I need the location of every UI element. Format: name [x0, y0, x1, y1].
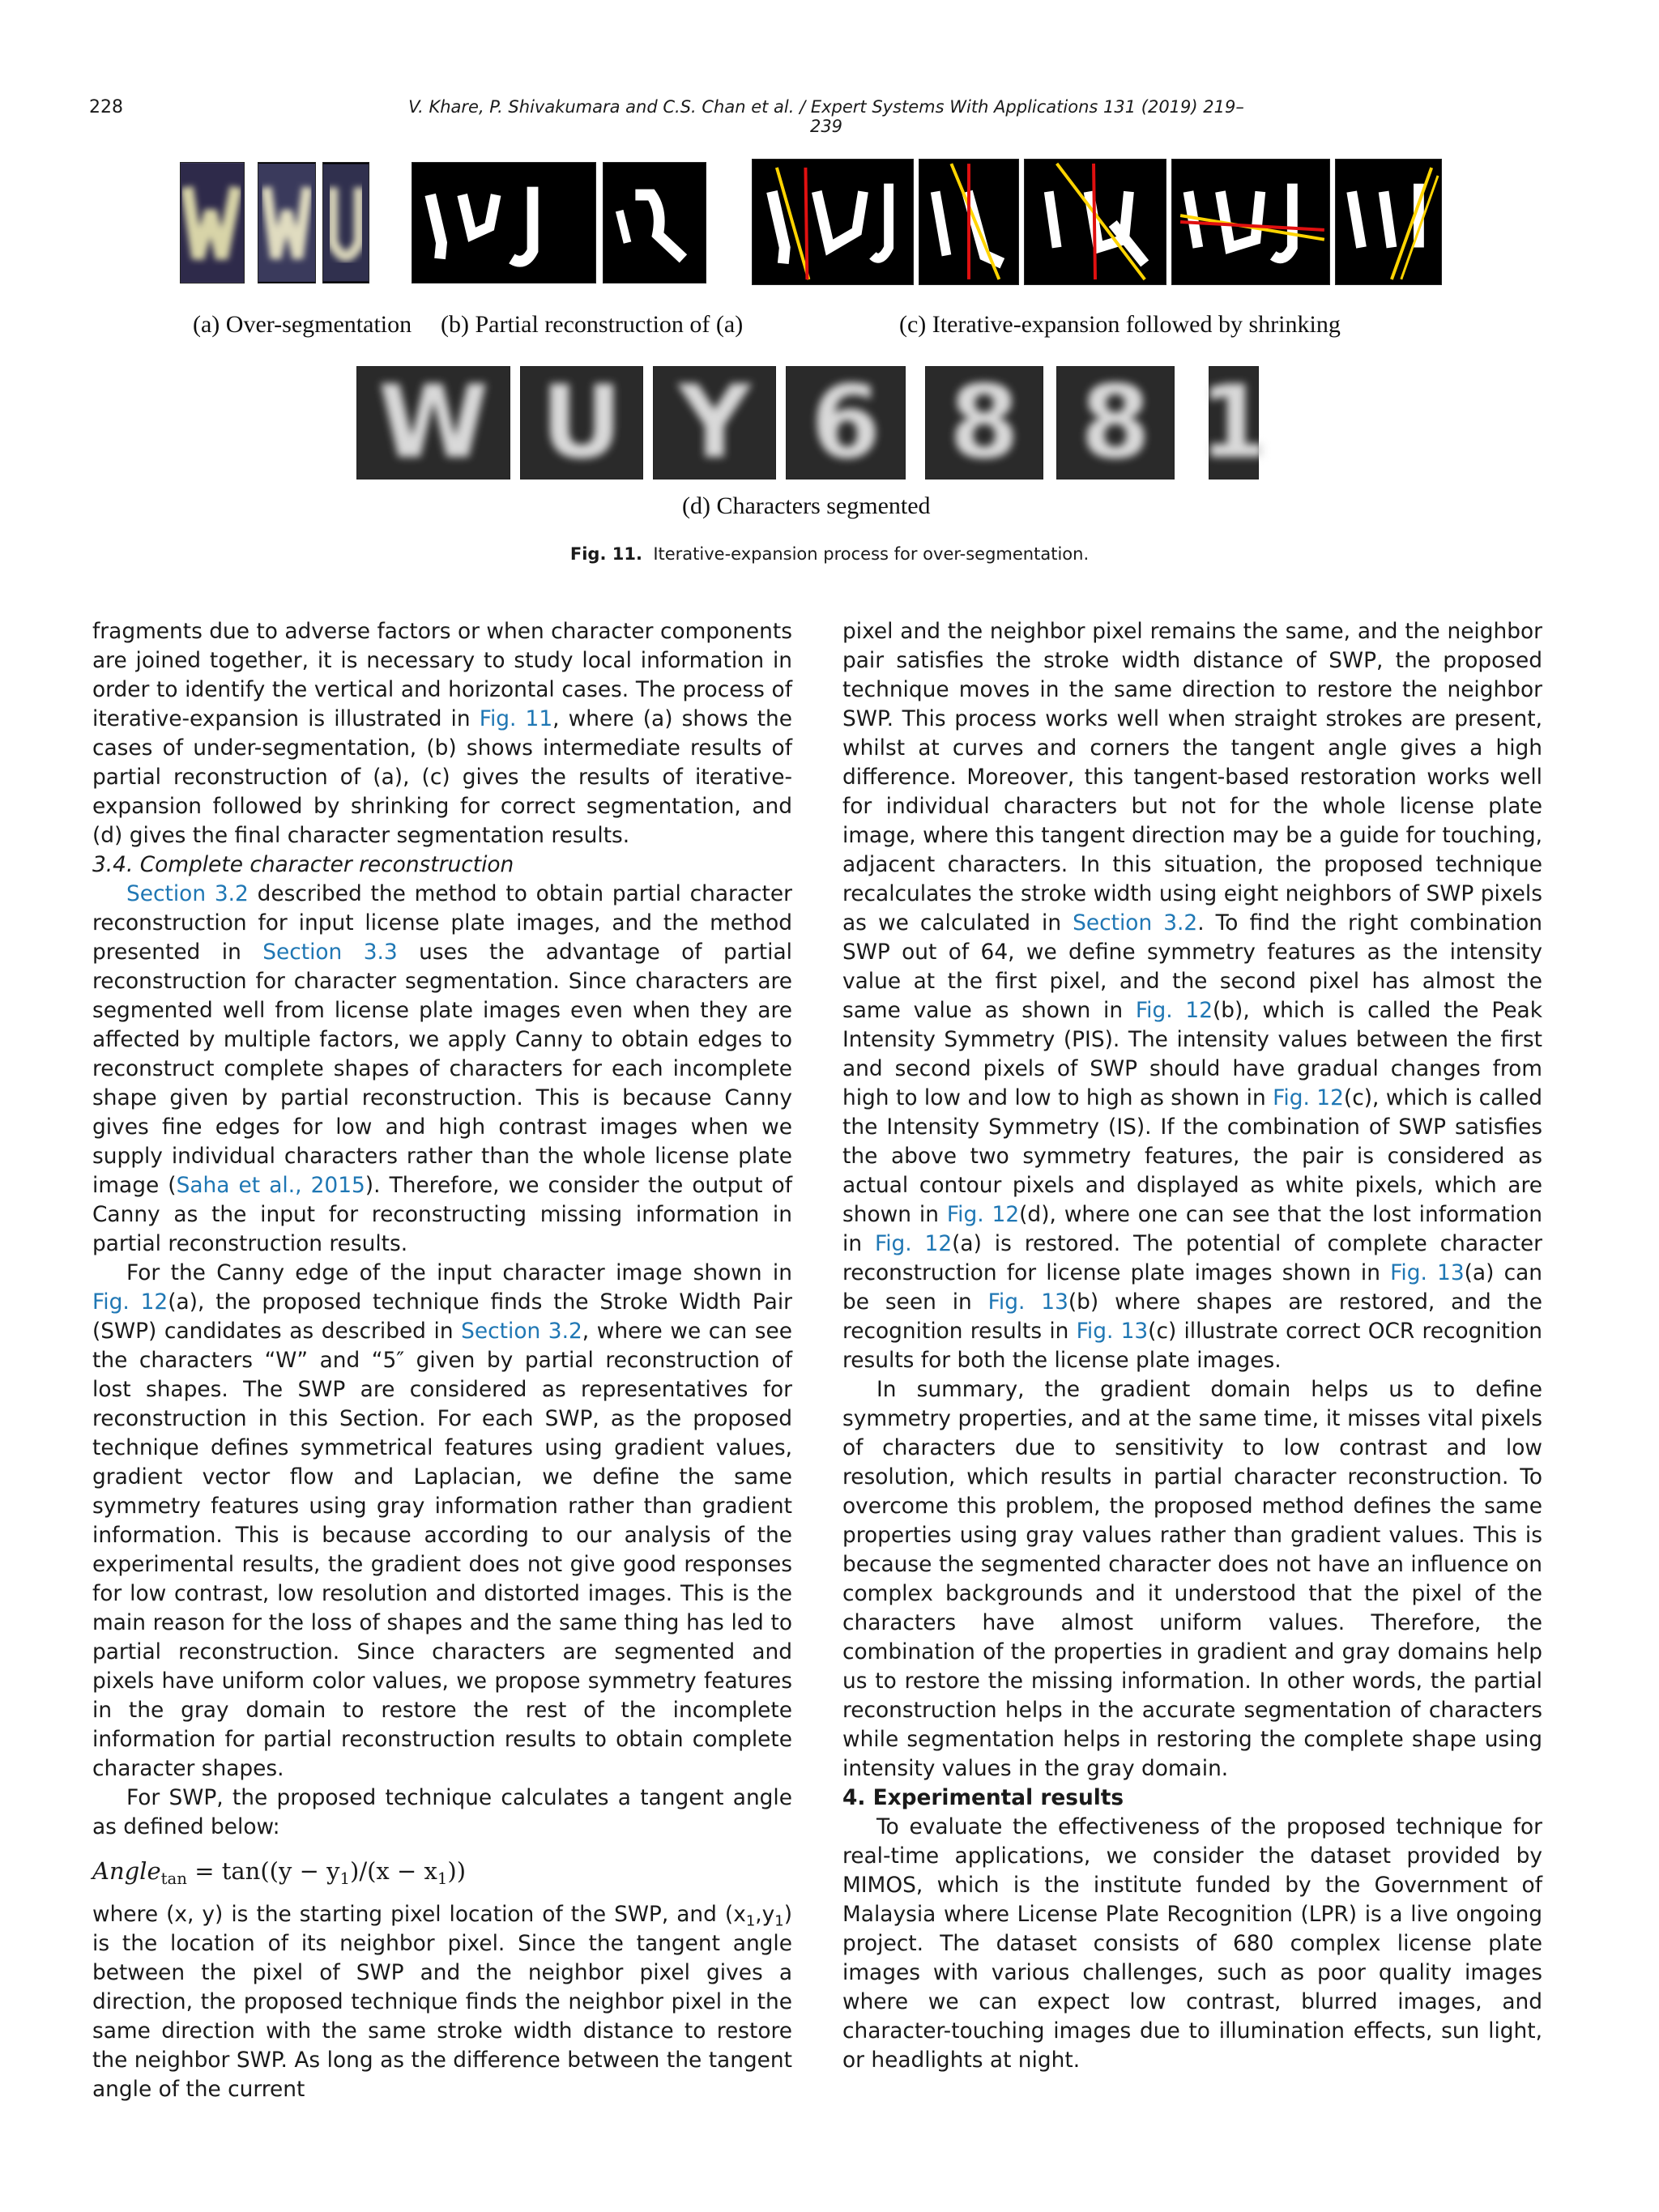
char-label: 8: [1080, 364, 1151, 481]
figure-link[interactable]: Fig. 12: [1135, 998, 1213, 1023]
subcaption-a: (a) Over-segmentation: [193, 311, 412, 338]
section-heading: 4. Experimental results: [842, 1785, 1124, 1810]
equation: Angle$_{tan}$ = $\tan((y - y_1)/(x - x_1))$: [92, 1857, 467, 1888]
figure-panel-b: [412, 162, 706, 283]
paragraph: Section 3.2 described the method to obtain partial character reconstruction for input license plate images, and the method presented in Section 3.3 uses the advantage of partial reconstruction for character segmentation. Since characters are segmented well from license plate images even when they are affected by multiple factors, we apply Canny to obtain edges to reconstruct complete shapes of characters for each incomplete shape given by partial reconstruction. This is because Canny gives fine edges for low and high contrast images when we supply individual characters rather than the whole license plate image (Saha et al., 2015). Therefore, we consider the output of Canny as the input for reconstructing missing information in partial reconstruction results.: [92, 881, 792, 1256]
figure-caption: [0, 544, 1659, 564]
section-link[interactable]: Section 3.2: [461, 1319, 582, 1344]
section-heading: 3.4. Complete character reconstruction: [92, 852, 514, 877]
paragraph: For the Canny edge of the input character image shown in Fig. 12(a), the proposed technique finds the Stroke Width Pair (SWP) candidates as described in Section 3.2, where we can see the characters “W” and “5″ given by partial reconstruction of lost shapes. The SWP are considered as representatives for reconstruction in this Section. For each SWP, as the proposed technique defines symmetrical features using gradient values, gradient vector flow and Laplacian, we define the same symmetry features using gray information rather than gradient information. This is because according to our analysis of the experimental results, the gradient does not give good responses for low contrast, low resolution and distorted images. This is the main reason for the loss of shapes and the same thing has led to partial reconstruction. Since characters are segmented and pixels have uniform color values, we propose symmetry features in the gray domain to restore the rest of the incomplete information for partial reconstruction results to obtain complete character shapes.: [92, 1260, 792, 1781]
segmented-character: [1198, 364, 1269, 481]
binary-image: [412, 162, 596, 283]
figure-link[interactable]: Fig. 13: [987, 1289, 1068, 1315]
page-number: 228: [89, 97, 123, 117]
binary-image: [1335, 159, 1442, 285]
section-link[interactable]: Section 3.2: [1073, 910, 1198, 936]
figure-link[interactable]: Fig. 12: [92, 1289, 168, 1315]
figure-link[interactable]: Fig. 11: [479, 706, 553, 731]
figure-link[interactable]: Fig. 12: [1273, 1085, 1344, 1110]
segmented-character: [925, 366, 1043, 479]
char-label: U: [540, 364, 623, 481]
char-label: 6: [810, 364, 881, 481]
paragraph: pixel and the neighbor pixel remains the same, and the neighbor pair satisfies the stroke width distance of SWP, the proposed technique moves in the same direction to restore the neighbor SWP. This process works well when straight strokes are present, whilst at curves and corners the tangent angle gives a high difference. Moreover, this tangent-based restoration works well for individual characters but not for the whole license plate image, where this tangent direction may be a guide for touching, adjacent characters. In this situation, the proposed technique recalculates the stroke width using eight neighbors of SWP pixels as we calculated in Section 3.2. To find the right combination SWP out of 64, we define symmetry features as the intensity value at the first pixel, and the second pixel has almost the same value as shown in Fig. 12(b), which is called the Peak Intensity Symmetry (PIS). The intensity values between the first and second pixels of SWP should have gradual changes from high to low and low to high as shown in Fig. 12(c), which is called the Intensity Symmetry (IS). If the combination of SWP satisfies the above two symmetry features, the pair is considered as actual contour pixels and displayed as white pixels, which are shown in Fig. 12(d), where one can see that the lost information in Fig. 12(a) is restored. The potential of complete character reconstruction for license plate images shown in Fig. 13(a) can be seen in Fig. 13(b) where shapes are restored, and the recognition results in Fig. 13(c) illustrate correct OCR recognition results for both the license plate images.: [842, 619, 1543, 1373]
citation-link[interactable]: Saha et al., 2015: [176, 1173, 365, 1198]
crop-image: [322, 162, 369, 283]
section-link[interactable]: Section 3.2: [126, 881, 249, 906]
figure-link[interactable]: Fig. 12: [874, 1231, 953, 1256]
crop-image: [258, 162, 316, 283]
paragraph: where (x, y) is the starting pixel location of the SWP, and $(x_1,y_1)$ is the location of its neighbor pixel. Since the tangent angle between the pixel of SWP and the neighbor pixel gives a direction, the proposed technique finds the neighbor pixel in the same direction with the same stroke width distance to restore the neighbor SWP. As long as the difference between the tangent angle of the current: [92, 1902, 792, 2102]
paragraph: To evaluate the effectiveness of the proposed technique for real-time applications, we consider the dataset provided by MIMOS, which is the institute funded by the Government of Malaysia where License Plate Recognition (LPR) is a live ongoing project. The dataset consists of 680 complex license plate images with various challenges, such as poor quality images where we can expect low contrast, blurred images, and character-touching images due to illumination effects, sun light, or headlights at night.: [842, 1814, 1542, 2073]
segmented-character: [520, 366, 643, 479]
left-column: [92, 617, 792, 2104]
figure-link[interactable]: Fig. 13: [1390, 1260, 1465, 1285]
figure-panel-d: [356, 364, 1269, 481]
char-label: Y: [678, 364, 751, 481]
figure-panel-c: [752, 159, 1442, 285]
binary-image: [1171, 159, 1330, 285]
section-link[interactable]: Section 3.3: [262, 940, 398, 965]
subcaption-b: (b) Partial reconstruction of (a): [441, 311, 744, 338]
right-column: [842, 617, 1542, 2075]
segmented-character: [653, 366, 776, 479]
figure-link[interactable]: Fig. 13: [1076, 1319, 1149, 1344]
figure-caption-text: Iterative-expansion process for over-segmentation.: [653, 544, 1090, 564]
char-label: 8: [949, 364, 1020, 481]
char-label: W: [377, 364, 489, 481]
segmented-character: [356, 366, 510, 479]
figure-label: Fig. 11.: [569, 544, 642, 564]
segmented-character: [1056, 366, 1175, 479]
paragraph: For SWP, the proposed technique calculates a tangent angle as defined below:: [92, 1785, 792, 1839]
segmented-character: [786, 366, 906, 479]
subcaption-c: (c) Iterative-expansion followed by shrinking: [899, 311, 1341, 338]
binary-image: [1024, 159, 1166, 285]
binary-image: [603, 162, 706, 283]
paragraph: fragments due to adverse factors or when character components are joined together, it is necessary to study local information in order to identify the vertical and horizontal cases. The process of iterative-expansion is illustrated in Fig. 11, where (a) shows the cases of under-segmentation, (b) shows intermediate results of partial reconstruction of (a), (c) gives the results of iterative-expansion followed by shrinking for correct segmentation, and (d) gives the final character segmentation results.: [92, 619, 792, 848]
crop-image: [180, 162, 245, 283]
paragraph: In summary, the gradient domain helps us to define symmetry properties, and at the same time, it misses vital pixels of characters due to sensitivity to low contrast and low resolution, which results in partial character reconstruction. To overcome this problem, the proposed method defines the same properties using gray values rather than gradient values. This is because the segmented character does not have an influence on complex backgrounds and it understood that the pixel of the characters have almost uniform values. Therefore, the combination of the properties in gradient and gray domains help us to restore the missing information. In other words, the partial reconstruction helps in the accurate segmentation of characters while segmentation helps in restoring the complete shape using intensity values in the gray domain.: [842, 1377, 1542, 1781]
binary-image: [919, 159, 1019, 285]
subcaption-d: (d) Characters segmented: [682, 492, 931, 519]
binary-image: [752, 159, 914, 285]
figure-panel-a: [180, 162, 369, 283]
figure-link[interactable]: Fig. 12: [946, 1202, 1020, 1227]
running-head: V. Khare, P. Shivakumara and C.S. Chan et al. / Expert Systems With Applications 131 (2019) 219–239: [408, 97, 1244, 136]
char-label: 1: [1198, 364, 1269, 481]
